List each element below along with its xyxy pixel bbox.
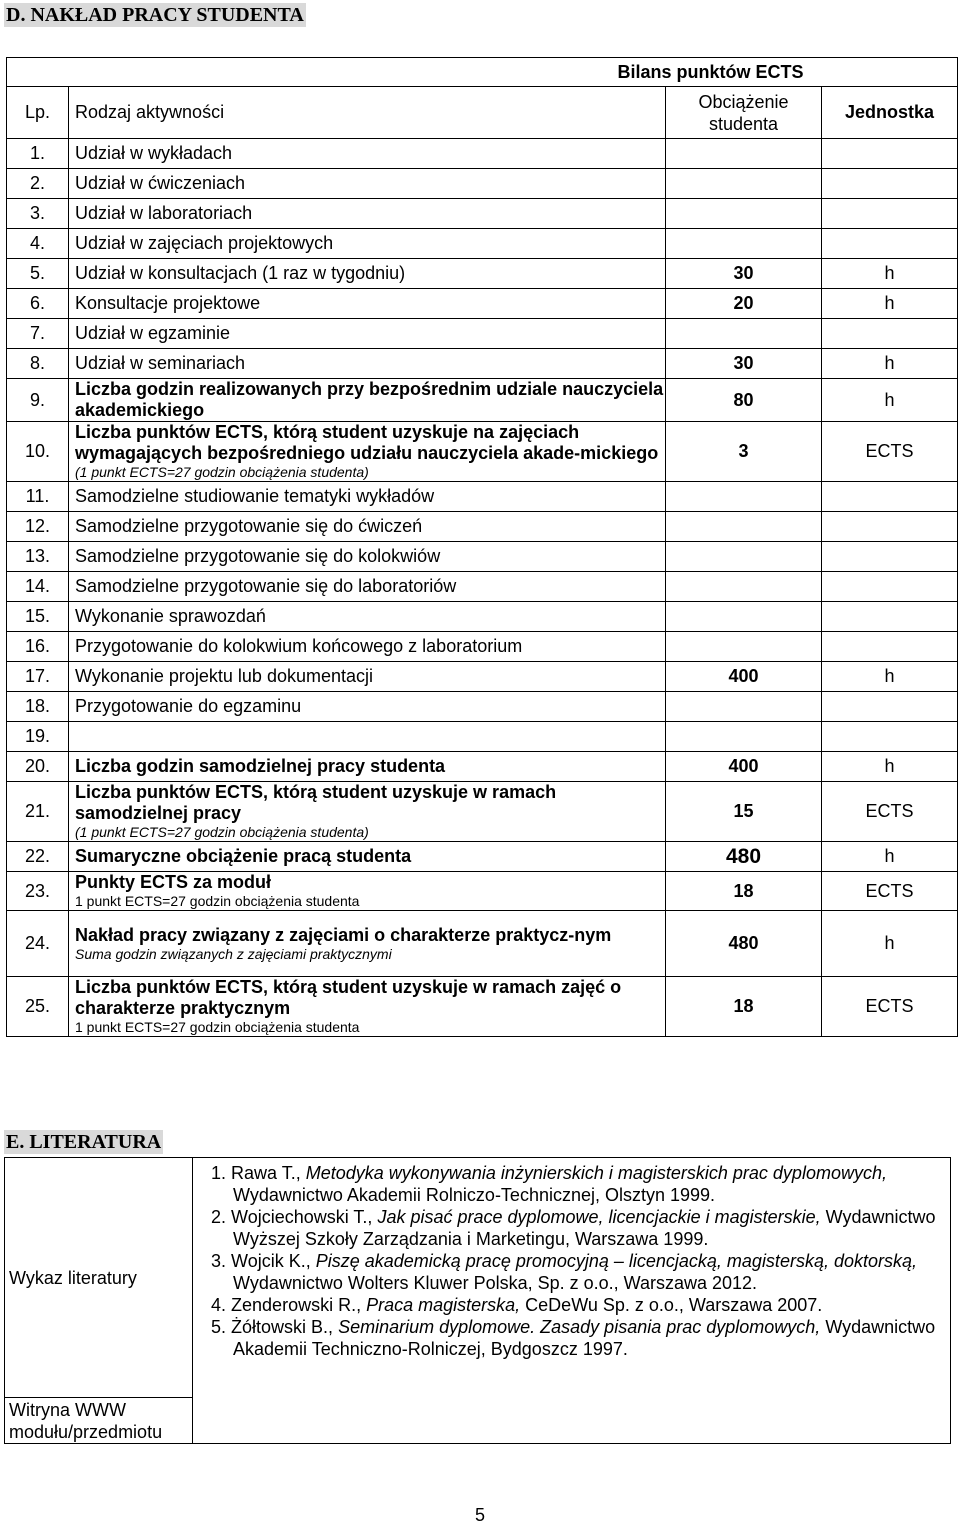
row-unit: h — [822, 349, 958, 379]
row-number: 13. — [7, 542, 69, 572]
row-value: 80 — [666, 379, 822, 422]
table-row — [7, 482, 958, 512]
reference-title: Metodyka wykonywania inżynierskich i magisterskich prac dyplomowych, — [305, 1163, 887, 1183]
row-value: 3 — [666, 422, 822, 482]
row-unit — [822, 542, 958, 572]
row-activity-text: Udział w ćwiczeniach — [75, 173, 246, 193]
page-number: 5 — [474, 1505, 485, 1525]
table-row — [7, 977, 958, 1037]
header-lp: Lp. — [7, 87, 69, 139]
row-activity-text: Samodzielne przygotowanie się do ćwiczeń — [75, 516, 423, 536]
row-number: 23. — [7, 872, 69, 911]
table-row — [7, 842, 958, 872]
reference-author: Zenderowski R., — [231, 1295, 362, 1315]
table-row — [7, 722, 958, 752]
literature-table — [4, 1157, 951, 1444]
row-activity-text: Sumaryczne obciążenie pracą studenta — [75, 846, 412, 866]
row-note: Suma godzin związanych z zajęciami praktycznymi — [75, 945, 392, 962]
header-unit: Jednostka — [822, 87, 958, 139]
table-row — [7, 782, 958, 842]
row-value: 480 — [666, 842, 822, 872]
row-unit: h — [822, 911, 958, 977]
row-unit: ECTS — [822, 872, 958, 911]
row-unit — [822, 722, 958, 752]
reference-num: 3. — [211, 1251, 227, 1271]
table-row — [7, 229, 958, 259]
header-activity: Rodzaj aktywności — [69, 87, 666, 139]
row-value — [666, 632, 822, 662]
row-value: 30 — [666, 259, 822, 289]
reference-title: Piszę akademicką pracę promocyjną – licencjacką, magisterską, doktorską, — [315, 1251, 917, 1271]
row-number: 12. — [7, 512, 69, 542]
row-activity — [69, 602, 666, 632]
reference-item — [211, 1206, 942, 1250]
row-number: 8. — [7, 349, 69, 379]
row-unit: h — [822, 289, 958, 319]
row-value — [666, 482, 822, 512]
row-value — [666, 692, 822, 722]
row-value — [666, 542, 822, 572]
row-unit: ECTS — [822, 782, 958, 842]
reference-rest: Wydawnictwo Akademii Techniczno-Rolniczej, Bydgoszcz 1997. — [233, 1317, 936, 1359]
row-value: 400 — [666, 662, 822, 692]
reference-author: Rawa T., — [231, 1163, 301, 1183]
row-note: (1 punkt ECTS=27 godzin obciążenia studenta) — [75, 824, 369, 840]
reference-author: Wojcik K., — [231, 1251, 311, 1271]
row-activity-text: Udział w zajęciach projektowych — [75, 233, 334, 253]
row-number: 15. — [7, 602, 69, 632]
row-unit — [822, 572, 958, 602]
reference-num: 1. — [211, 1163, 227, 1183]
row-number: 19. — [7, 722, 69, 752]
row-activity — [69, 692, 666, 722]
row-unit: ECTS — [822, 977, 958, 1037]
row-activity-text: Przygotowanie do egzaminu — [75, 696, 302, 716]
table-row — [7, 259, 958, 289]
reference-title: Praca magisterska, — [366, 1295, 521, 1315]
row-number: 16. — [7, 632, 69, 662]
table-row — [7, 139, 958, 169]
row-number: 14. — [7, 572, 69, 602]
table-row — [7, 542, 958, 572]
row-activity — [69, 482, 666, 512]
row-unit — [822, 692, 958, 722]
table-row — [7, 199, 958, 229]
row-activity — [69, 259, 666, 289]
row-activity — [69, 662, 666, 692]
table-row — [7, 632, 958, 662]
row-activity-text: Samodzielne studiowanie tematyki wykładów — [75, 486, 435, 506]
row-number: 5. — [7, 259, 69, 289]
table-row — [7, 422, 958, 482]
reference-title: Seminarium dyplomowe. Zasady pisania prac dyplomowych, — [338, 1317, 821, 1337]
row-number: 1. — [7, 139, 69, 169]
row-activity — [69, 379, 666, 422]
header-load: Obciążenie studenta — [666, 87, 822, 139]
row-activity-text: Liczba punktów ECTS, którą student uzyskuje na zajęciach wymagających bezpośredniego udziału nauczyciela akade-mickiego — [75, 422, 659, 463]
reference-rest: Wydawnictwo Wolters Kluwer Polska, Sp. z o.o., Warszawa 2012. — [233, 1273, 758, 1293]
row-value — [666, 572, 822, 602]
row-activity-text: Udział w seminariach — [75, 353, 246, 373]
row-number: 9. — [7, 379, 69, 422]
row-number: 18. — [7, 692, 69, 722]
row-activity — [69, 872, 666, 911]
row-activity — [69, 911, 666, 977]
row-unit — [822, 482, 958, 512]
reference-item — [211, 1316, 942, 1360]
row-value — [666, 169, 822, 199]
row-number: 22. — [7, 842, 69, 872]
row-note: (1 punkt ECTS=27 godzin obciążenia studenta) — [75, 464, 369, 480]
row-activity — [69, 199, 666, 229]
row-activity-text: Konsultacje projektowe — [75, 293, 261, 313]
table-row — [7, 872, 958, 911]
row-number: 20. — [7, 752, 69, 782]
table-row — [7, 662, 958, 692]
row-activity — [69, 319, 666, 349]
row-activity — [69, 572, 666, 602]
row-activity-text: Liczba punktów ECTS, którą student uzyskuje w ramach zajęć o charakterze praktycznym — [75, 977, 622, 1018]
table-row — [7, 319, 958, 349]
row-value — [666, 722, 822, 752]
row-number: 4. — [7, 229, 69, 259]
row-activity — [69, 782, 666, 842]
row-activity-text: Punkty ECTS za moduł — [75, 872, 272, 892]
row-value: 30 — [666, 349, 822, 379]
table-row — [7, 692, 958, 722]
row-note: 1 punkt ECTS=27 godzin obciążenia studenta — [75, 893, 360, 909]
row-activity-text: Samodzielne przygotowanie się do laboratoriów — [75, 576, 457, 596]
row-value — [666, 512, 822, 542]
balance-title — [7, 58, 804, 87]
reference-item — [211, 1162, 942, 1206]
row-unit: ECTS — [822, 422, 958, 482]
reference-author: Wojciechowski T., — [231, 1207, 373, 1227]
row-activity — [69, 349, 666, 379]
row-unit — [822, 199, 958, 229]
row-activity — [69, 542, 666, 572]
row-activity-text: Udział w wykładach — [75, 143, 233, 163]
row-activity — [69, 632, 666, 662]
reference-author: Żółtowski B., — [231, 1317, 334, 1337]
row-activity — [69, 752, 666, 782]
row-activity-text: Liczba godzin samodzielnej pracy studenta — [75, 756, 446, 776]
row-value — [666, 229, 822, 259]
row-activity — [69, 512, 666, 542]
row-unit: h — [822, 379, 958, 422]
row-number: 17. — [7, 662, 69, 692]
row-value: 400 — [666, 752, 822, 782]
row-activity — [69, 289, 666, 319]
reference-rest: Wydawnictwo Akademii Rolniczo-Technicznej, Olsztyn 1999. — [233, 1185, 716, 1205]
reference-rest: Wydawnictwo Wyższej Szkoły Zarządzania i Marketingu, Warszawa 1999. — [233, 1207, 936, 1249]
row-activity-text: Nakład pracy związany z zajęciami o charakterze praktycz-nym — [75, 924, 612, 945]
reference-item — [211, 1294, 942, 1316]
reference-rest: CeDeWu Sp. z o.o., Warszawa 2007. — [525, 1295, 823, 1315]
row-unit — [822, 319, 958, 349]
row-value — [666, 602, 822, 632]
table-row — [7, 512, 958, 542]
table-row — [7, 602, 958, 632]
row-value — [666, 319, 822, 349]
row-unit: h — [822, 842, 958, 872]
row-activity-text: Udział w konsultacjach (1 raz w tygodniu) — [75, 263, 406, 283]
reference-item — [211, 1250, 942, 1294]
row-value — [666, 139, 822, 169]
row-activity — [69, 722, 666, 752]
row-number: 7. — [7, 319, 69, 349]
literature-list — [193, 1158, 951, 1444]
literature-list-label: Wykaz literatury — [5, 1158, 193, 1398]
row-activity-text: Liczba godzin realizowanych przy bezpośrednim udziale nauczyciela akademickiego — [75, 379, 664, 420]
table-row — [7, 752, 958, 782]
row-unit: h — [822, 752, 958, 782]
table-row — [7, 349, 958, 379]
reference-num: 4. — [211, 1295, 227, 1315]
website-label: Witryna WWW modułu/przedmiotu — [5, 1398, 193, 1444]
row-number: 25. — [7, 977, 69, 1037]
row-unit — [822, 632, 958, 662]
table-row — [7, 572, 958, 602]
row-activity — [69, 139, 666, 169]
row-unit — [822, 229, 958, 259]
row-activity-text: Wykonanie projektu lub dokumentacji — [75, 666, 374, 686]
row-value: 18 — [666, 977, 822, 1037]
section-e-title: E. LITERATURA — [6, 1131, 162, 1153]
row-value: 15 — [666, 782, 822, 842]
row-activity — [69, 842, 666, 872]
row-activity-text: Udział w laboratoriach — [75, 203, 253, 223]
row-value: 18 — [666, 872, 822, 911]
row-unit: h — [822, 259, 958, 289]
table-row — [7, 911, 958, 977]
row-activity — [69, 422, 666, 482]
row-number: 21. — [7, 782, 69, 842]
reference-title: Jak pisać prace dyplomowe, licencjackie i magisterskie, — [377, 1207, 821, 1227]
row-unit — [822, 169, 958, 199]
row-activity-text: Udział w egzaminie — [75, 323, 231, 343]
row-number: 3. — [7, 199, 69, 229]
row-activity — [69, 169, 666, 199]
row-number: 24. — [7, 911, 69, 977]
row-unit — [822, 512, 958, 542]
row-activity-text: Przygotowanie do kolokwium końcowego z laboratorium — [75, 636, 523, 656]
row-activity-text: Liczba punktów ECTS, którą student uzyskuje w ramach samodzielnej pracy — [75, 782, 557, 823]
row-activity-text: Samodzielne przygotowanie się do kolokwiów — [75, 546, 441, 566]
row-unit: h — [822, 662, 958, 692]
row-value: 20 — [666, 289, 822, 319]
row-number: 10. — [7, 422, 69, 482]
row-unit — [822, 602, 958, 632]
row-note: 1 punkt ECTS=27 godzin obciążenia studenta — [75, 1019, 360, 1035]
row-value — [666, 199, 822, 229]
table-row — [7, 379, 958, 422]
row-number: 2. — [7, 169, 69, 199]
table-row — [7, 169, 958, 199]
row-unit — [822, 139, 958, 169]
row-value: 480 — [666, 911, 822, 977]
ects-balance-table — [6, 57, 958, 1037]
reference-num: 5. — [211, 1317, 227, 1337]
table-row — [7, 289, 958, 319]
row-number: 11. — [7, 482, 69, 512]
row-activity — [69, 977, 666, 1037]
balance-title-text: Bilans punktów ECTS — [617, 61, 804, 82]
row-activity — [69, 229, 666, 259]
reference-num: 2. — [211, 1207, 227, 1227]
row-activity-text: Wykonanie sprawozdań — [75, 606, 266, 626]
row-number: 6. — [7, 289, 69, 319]
section-d-title: D. NAKŁAD PRACY STUDENTA — [6, 4, 304, 26]
